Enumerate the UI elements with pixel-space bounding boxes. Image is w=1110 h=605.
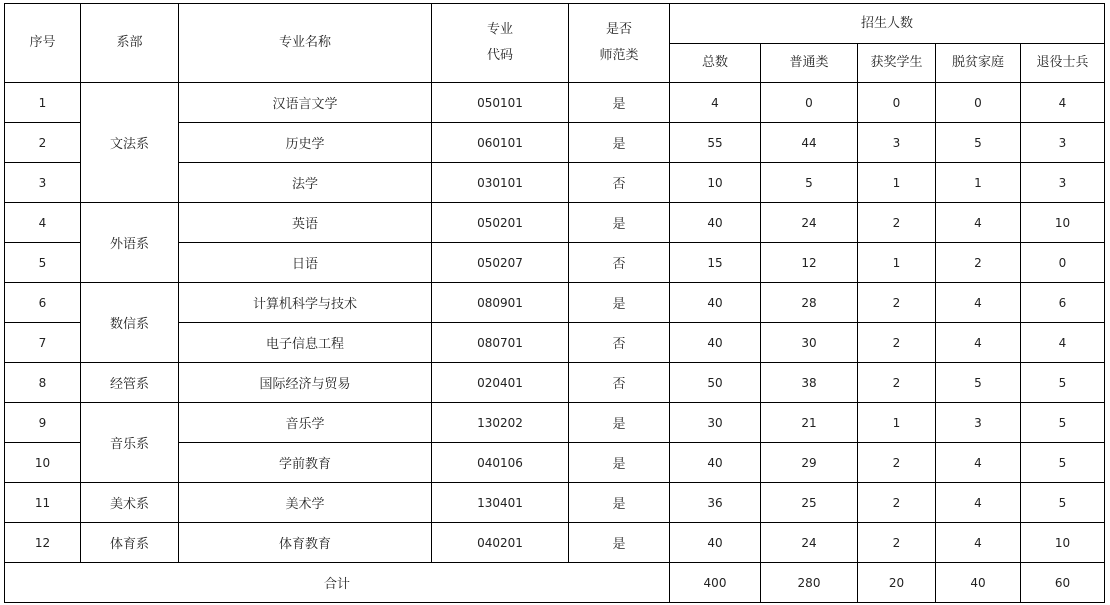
department-cell: 数信系 (81, 283, 179, 363)
header-poverty: 脱贫家庭 (936, 44, 1021, 83)
department-cell: 体育系 (81, 523, 179, 563)
enroll-veteran: 5 (1021, 443, 1105, 483)
enroll-regular: 30 (761, 323, 858, 363)
enroll-veteran: 5 (1021, 363, 1105, 403)
enrollment-table (4, 3, 1105, 603)
department-cell: 文法系 (81, 83, 179, 203)
major-name: 英语 (179, 203, 432, 243)
enroll-award: 2 (858, 283, 936, 323)
major-name: 日语 (179, 243, 432, 283)
header-major: 专业名称 (179, 4, 432, 83)
enroll-award: 2 (858, 323, 936, 363)
major-code: 080901 (432, 283, 569, 323)
header-code (432, 4, 569, 83)
row-index: 8 (5, 363, 81, 403)
header-normal-line2: 师范类 (599, 48, 639, 63)
enroll-total: 40 (670, 523, 761, 563)
is-normal: 是 (569, 483, 670, 523)
header-code-line1: 专业 (486, 22, 513, 37)
table-row (5, 523, 1105, 563)
enroll-award: 1 (858, 243, 936, 283)
enroll-regular: 25 (761, 483, 858, 523)
major-name: 历史学 (179, 123, 432, 163)
enroll-veteran: 3 (1021, 123, 1105, 163)
enroll-poverty: 4 (936, 283, 1021, 323)
total-sum: 400 (670, 563, 761, 603)
is-normal: 否 (569, 363, 670, 403)
is-normal: 是 (569, 523, 670, 563)
enroll-award: 1 (858, 403, 936, 443)
enroll-award: 3 (858, 123, 936, 163)
enroll-regular: 38 (761, 363, 858, 403)
enrollment-table-wrapper (4, 3, 1105, 603)
enroll-regular: 44 (761, 123, 858, 163)
major-code: 130401 (432, 483, 569, 523)
enroll-poverty: 4 (936, 323, 1021, 363)
total-veteran: 60 (1021, 563, 1105, 603)
enroll-veteran: 5 (1021, 483, 1105, 523)
enroll-poverty: 0 (936, 83, 1021, 123)
is-normal: 是 (569, 123, 670, 163)
department-cell: 外语系 (81, 203, 179, 283)
enroll-total: 30 (670, 403, 761, 443)
row-index: 12 (5, 523, 81, 563)
is-normal: 是 (569, 83, 670, 123)
is-normal: 否 (569, 323, 670, 363)
row-index: 2 (5, 123, 81, 163)
table-row (5, 483, 1105, 523)
row-index: 11 (5, 483, 81, 523)
enroll-regular: 21 (761, 403, 858, 443)
enroll-total: 40 (670, 323, 761, 363)
total-poverty: 40 (936, 563, 1021, 603)
total-row (5, 563, 1105, 603)
enroll-poverty: 4 (936, 523, 1021, 563)
department-cell: 音乐系 (81, 403, 179, 483)
table-row (5, 363, 1105, 403)
major-name: 美术学 (179, 483, 432, 523)
major-code: 130202 (432, 403, 569, 443)
enroll-total: 15 (670, 243, 761, 283)
enroll-poverty: 5 (936, 363, 1021, 403)
total-label: 合计 (5, 563, 670, 603)
enroll-veteran: 6 (1021, 283, 1105, 323)
is-normal: 是 (569, 203, 670, 243)
enroll-poverty: 2 (936, 243, 1021, 283)
enroll-award: 2 (858, 523, 936, 563)
enroll-poverty: 1 (936, 163, 1021, 203)
enroll-veteran: 5 (1021, 403, 1105, 443)
department-cell: 经管系 (81, 363, 179, 403)
enroll-poverty: 4 (936, 203, 1021, 243)
total-award: 20 (858, 563, 936, 603)
row-index: 4 (5, 203, 81, 243)
major-code: 050207 (432, 243, 569, 283)
enroll-veteran: 10 (1021, 523, 1105, 563)
header-regular: 普通类 (761, 44, 858, 83)
enroll-award: 2 (858, 363, 936, 403)
header-enroll-group: 招生人数 (670, 4, 1105, 44)
header-total: 总数 (670, 44, 761, 83)
enroll-award: 0 (858, 83, 936, 123)
enroll-regular: 29 (761, 443, 858, 483)
enroll-regular: 24 (761, 523, 858, 563)
major-code: 060101 (432, 123, 569, 163)
row-index: 1 (5, 83, 81, 123)
enroll-veteran: 10 (1021, 203, 1105, 243)
header-index: 序号 (5, 4, 81, 83)
header-department: 系部 (81, 4, 179, 83)
major-code: 080701 (432, 323, 569, 363)
enroll-veteran: 0 (1021, 243, 1105, 283)
enroll-regular: 0 (761, 83, 858, 123)
enroll-total: 40 (670, 283, 761, 323)
table-body (5, 83, 1105, 563)
major-name: 计算机科学与技术 (179, 283, 432, 323)
major-code: 040106 (432, 443, 569, 483)
row-index: 7 (5, 323, 81, 363)
major-name: 国际经济与贸易 (179, 363, 432, 403)
is-normal: 否 (569, 163, 670, 203)
enroll-total: 36 (670, 483, 761, 523)
enroll-total: 40 (670, 203, 761, 243)
header-code-line2: 代码 (486, 48, 513, 63)
enroll-regular: 24 (761, 203, 858, 243)
header-award: 获奖学生 (858, 44, 936, 83)
enroll-poverty: 4 (936, 483, 1021, 523)
header-row-top (5, 4, 1105, 44)
row-index: 3 (5, 163, 81, 203)
is-normal: 是 (569, 403, 670, 443)
row-index: 5 (5, 243, 81, 283)
row-index: 6 (5, 283, 81, 323)
enroll-award: 2 (858, 443, 936, 483)
enroll-poverty: 3 (936, 403, 1021, 443)
enroll-award: 2 (858, 483, 936, 523)
enroll-award: 1 (858, 163, 936, 203)
table-row (5, 83, 1105, 123)
major-name: 音乐学 (179, 403, 432, 443)
row-index: 9 (5, 403, 81, 443)
major-name: 汉语言文学 (179, 83, 432, 123)
enroll-veteran: 4 (1021, 83, 1105, 123)
enroll-total: 40 (670, 443, 761, 483)
major-name: 电子信息工程 (179, 323, 432, 363)
major-code: 020401 (432, 363, 569, 403)
header-normal (569, 4, 670, 83)
is-normal: 否 (569, 243, 670, 283)
is-normal: 是 (569, 283, 670, 323)
enroll-poverty: 5 (936, 123, 1021, 163)
is-normal: 是 (569, 443, 670, 483)
table-row (5, 283, 1105, 323)
table-row (5, 203, 1105, 243)
major-code: 040201 (432, 523, 569, 563)
major-name: 学前教育 (179, 443, 432, 483)
enroll-award: 2 (858, 203, 936, 243)
total-regular: 280 (761, 563, 858, 603)
enroll-regular: 28 (761, 283, 858, 323)
major-code: 050201 (432, 203, 569, 243)
enroll-veteran: 4 (1021, 323, 1105, 363)
major-code: 050101 (432, 83, 569, 123)
header-veteran: 退役士兵 (1021, 44, 1105, 83)
enroll-total: 10 (670, 163, 761, 203)
row-index: 10 (5, 443, 81, 483)
enroll-total: 50 (670, 363, 761, 403)
major-code: 030101 (432, 163, 569, 203)
enroll-veteran: 3 (1021, 163, 1105, 203)
header-normal-line1: 是否 (605, 22, 632, 37)
major-name: 体育教育 (179, 523, 432, 563)
department-cell: 美术系 (81, 483, 179, 523)
enroll-total: 55 (670, 123, 761, 163)
enroll-regular: 12 (761, 243, 858, 283)
major-name: 法学 (179, 163, 432, 203)
table-row (5, 403, 1105, 443)
enroll-regular: 5 (761, 163, 858, 203)
enroll-poverty: 4 (936, 443, 1021, 483)
enroll-total: 4 (670, 83, 761, 123)
